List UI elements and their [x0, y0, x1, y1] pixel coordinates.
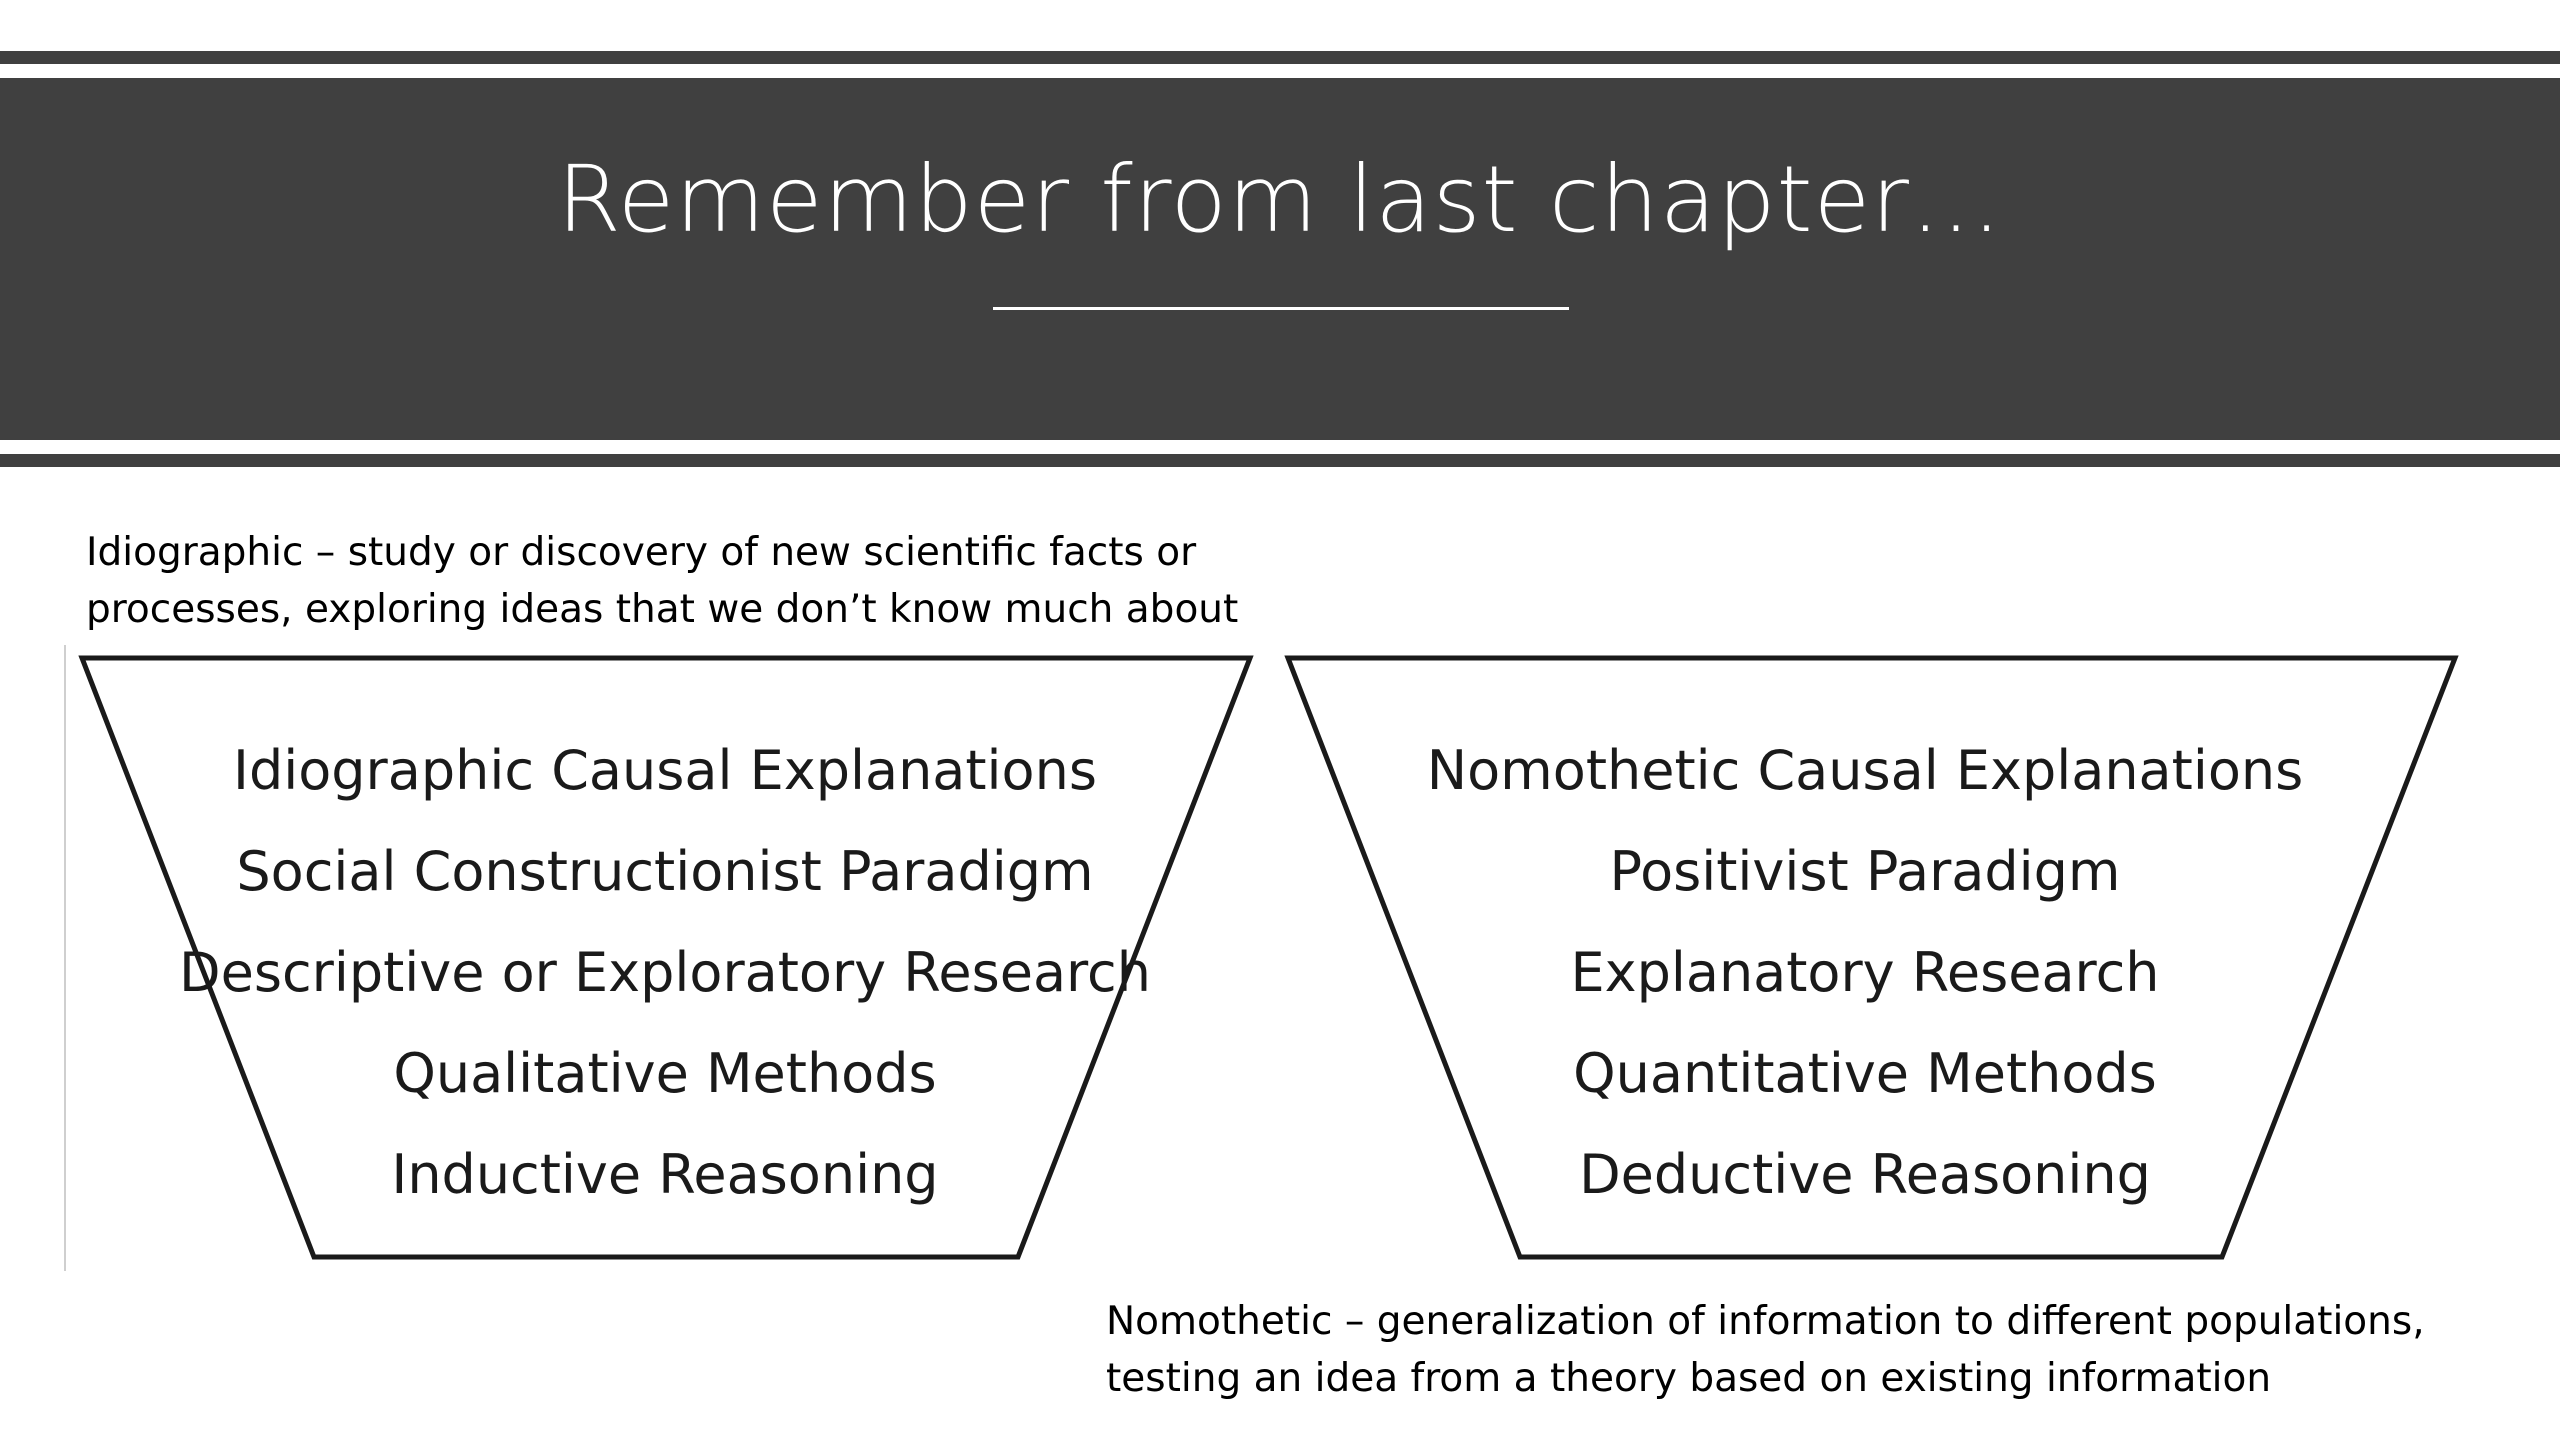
idiographic-item-paradigm: Social Constructionist Paradigm: [236, 840, 1094, 903]
slide-title: Remember from last chapter…: [557, 146, 2003, 253]
idiographic-funnel-list: [140, 720, 1190, 1225]
nomothetic-caption-line-1: Nomothetic – generalization of information to different populations,: [1106, 1299, 2425, 1344]
nomothetic-item-methods: Quantitative Methods: [1573, 1042, 2157, 1105]
nomothetic-caption: [1106, 1293, 2506, 1407]
nomothetic-caption-line-2: testing an idea from a theory based on existing information: [1106, 1356, 2272, 1401]
nomothetic-item-reasoning: Deductive Reasoning: [1579, 1143, 2151, 1206]
nomothetic-item-paradigm: Positivist Paradigm: [1609, 840, 2121, 903]
nomothetic-item-research: Explanatory Research: [1570, 941, 2160, 1004]
idiographic-item-causal-explanations: Idiographic Causal Explanations: [233, 739, 1097, 802]
nomothetic-funnel-list: [1340, 720, 2390, 1225]
idiographic-item-reasoning: Inductive Reasoning: [391, 1143, 939, 1206]
idiographic-item-research: Descriptive or Exploratory Research: [179, 941, 1151, 1004]
nomothetic-item-causal-explanations: Nomothetic Causal Explanations: [1426, 739, 2304, 802]
idiographic-caption-line-1: Idiographic – study or discovery of new scientific facts or: [86, 530, 1197, 575]
idiographic-item-methods: Qualitative Methods: [393, 1042, 937, 1105]
idiographic-caption-line-2: processes, exploring ideas that we don’t know much about: [86, 587, 1239, 632]
